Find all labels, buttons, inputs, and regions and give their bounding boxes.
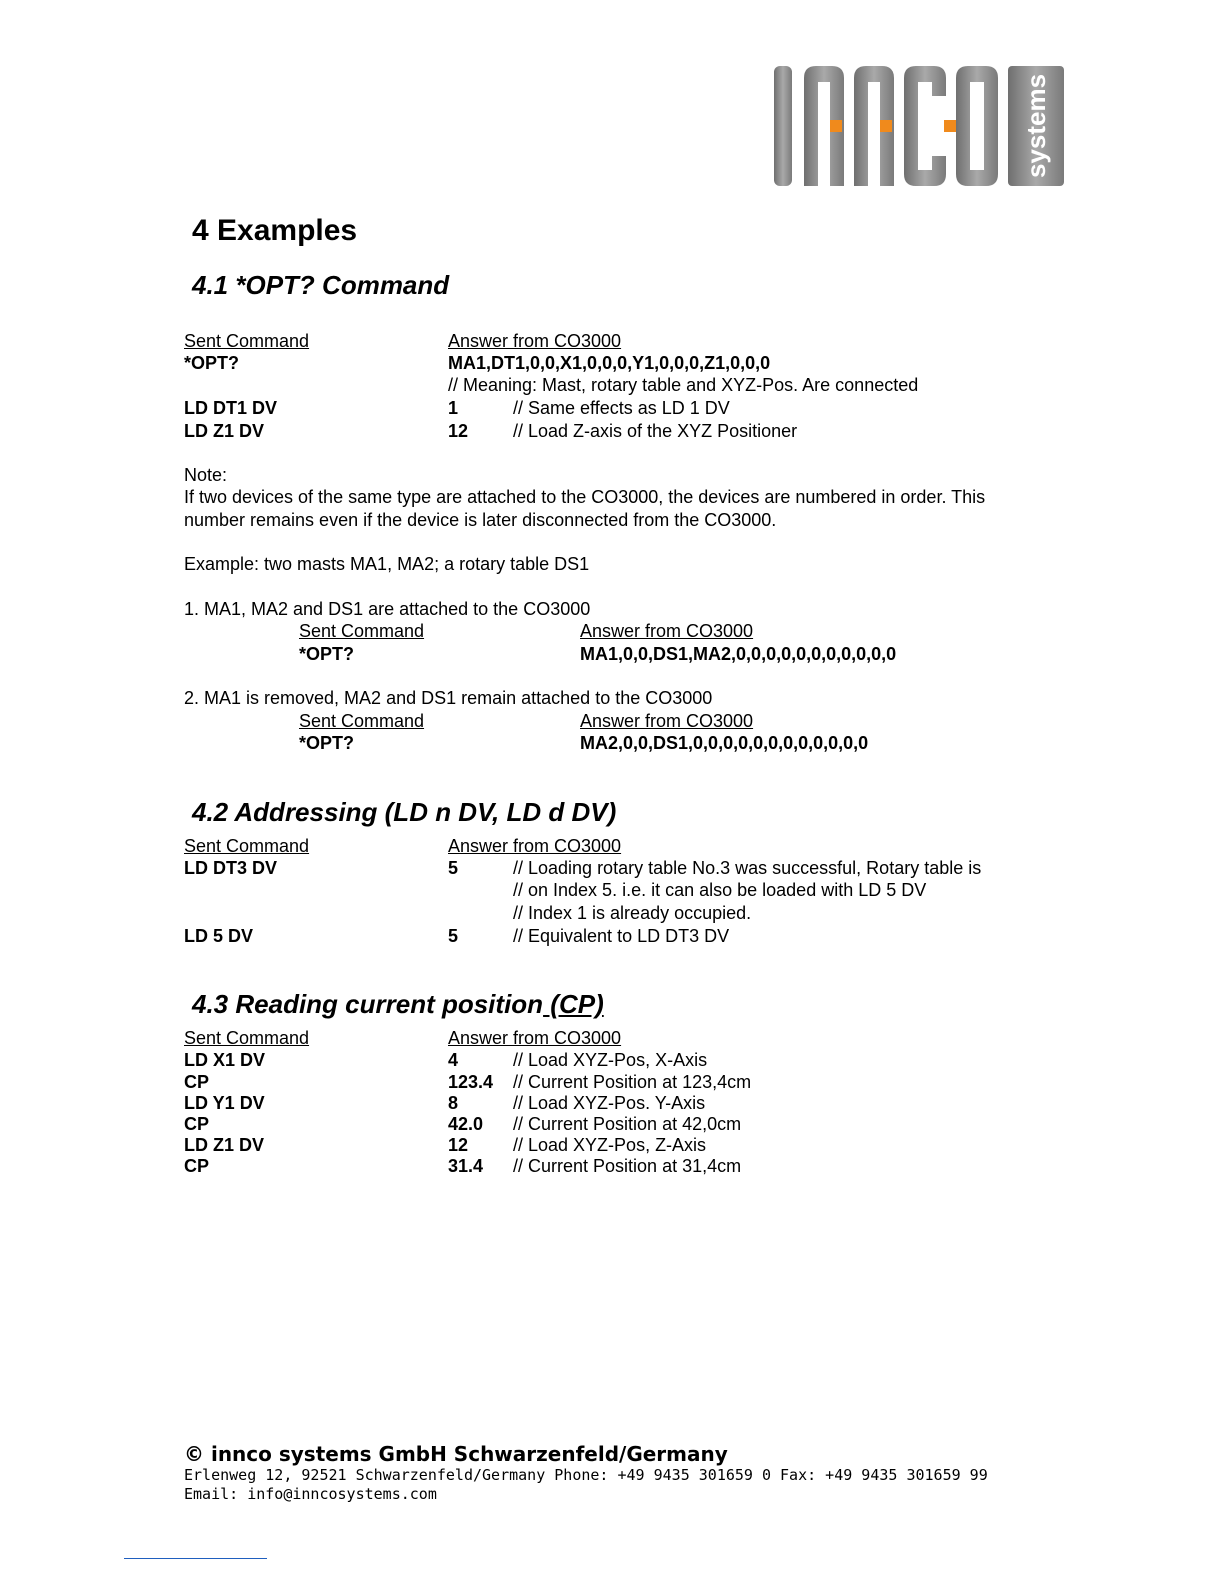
answer-cell: 123.4 (448, 1072, 494, 1092)
answer-cell: MA1,0,0,DS1,MA2,0,0,0,0,0,0,0,0,0,0,0 (580, 644, 897, 664)
logo-side-text: systems (1021, 73, 1051, 179)
answer-cell: 4 (448, 1050, 459, 1070)
answer-label: Answer from CO3000 (580, 711, 754, 731)
command-cell: LD Z1 DV (184, 1135, 265, 1155)
heading-cp-text: (CP) (543, 989, 604, 1019)
answer-cell: 5 (448, 926, 459, 946)
command-cell: *OPT? (299, 733, 355, 753)
command-cell: LD 5 DV (184, 926, 254, 946)
command-cell: LD Z1 DV (184, 421, 265, 441)
sent-command-label: Sent Command (184, 1028, 310, 1048)
answer-cell: 12 (448, 1135, 469, 1155)
answer-label: Answer from CO3000 (580, 621, 754, 641)
answer-cell: 42.0 (448, 1114, 484, 1134)
answer-cell: MA2,0,0,DS1,0,0,0,0,0,0,0,0,0,0,0,0 (580, 733, 869, 753)
answer-cell: 31.4 (448, 1156, 484, 1176)
command-cell: CP (184, 1156, 210, 1176)
note-text-line: If two devices of the same type are attached to the CO3000, the devices are numbered in order. This (184, 487, 986, 507)
footer-address: Erlenweg 12, 92521 Schwarzenfeld/Germany Phone: +49 9435 301659 0 Fax: +49 9435 301659 99 (184, 1466, 988, 1484)
comment-cell: // Load XYZ-Pos. Y-Axis (513, 1093, 706, 1113)
heading-text: 4.3 Reading current position (192, 989, 544, 1019)
answer-cell: MA1,DT1,0,0,X1,0,0,0,Y1,0,0,0,Z1,0,0,0 (448, 353, 771, 373)
comment-cell: // Load Z-axis of the XYZ Positioner (513, 421, 798, 441)
command-cell: CP (184, 1072, 210, 1092)
comment-cell: // on Index 5. i.e. it can also be loaded with LD 5 DV (513, 880, 927, 900)
answer-cell: 5 (448, 858, 459, 878)
comment-cell: // Loading rotary table No.3 was successful, Rotary table is (513, 858, 982, 878)
comment-cell: // Current Position at 31,4cm (513, 1156, 742, 1176)
command-cell: LD Y1 DV (184, 1093, 265, 1113)
command-cell: CP (184, 1114, 210, 1134)
command-cell: *OPT? (299, 644, 355, 664)
answer-cell: 1 (448, 398, 459, 418)
innco-systems-logo (770, 62, 1070, 192)
heading-reading-position (192, 989, 604, 1020)
answer-cell: 8 (448, 1093, 459, 1113)
example-text: Example: two masts MA1, MA2; a rotary table DS1 (184, 554, 590, 574)
comment-cell: // Meaning: Mast, rotary table and XYZ-Pos. Are connected (448, 375, 919, 395)
comment-cell: // Equivalent to LD DT3 DV (513, 926, 730, 946)
command-cell: LD DT1 DV (184, 398, 278, 418)
heading-examples: 4 Examples (192, 214, 358, 247)
sent-command-label: Sent Command (184, 331, 310, 351)
footer-divider (124, 1558, 267, 1559)
comment-cell: // Current Position at 123,4cm (513, 1072, 752, 1092)
comment-cell: // Load XYZ-Pos, X-Axis (513, 1050, 708, 1070)
comment-cell: // Current Position at 42,0cm (513, 1114, 742, 1134)
heading-opt-command: 4.1 *OPT? Command (192, 270, 450, 300)
footer-email: Email: info@inncosystems.com (184, 1485, 437, 1503)
comment-cell: // Same effects as LD 1 DV (513, 398, 730, 418)
answer-label: Answer from CO3000 (448, 1028, 622, 1048)
command-cell: LD X1 DV (184, 1050, 266, 1070)
answer-cell: 12 (448, 421, 469, 441)
heading-addressing: 4.2 Addressing (LD n DV, LD d DV) (192, 797, 617, 827)
comment-cell: // Index 1 is already occupied. (513, 903, 752, 923)
answer-label: Answer from CO3000 (448, 331, 622, 351)
comment-cell: // Load XYZ-Pos, Z-Axis (513, 1135, 707, 1155)
sent-command-label: Sent Command (299, 621, 425, 641)
sent-command-label: Sent Command (299, 711, 425, 731)
answer-label: Answer from CO3000 (448, 836, 622, 856)
note-text-line: number remains even if the device is later disconnected from the CO3000. (184, 510, 777, 530)
sent-command-label: Sent Command (184, 836, 310, 856)
command-cell: *OPT? (184, 353, 240, 373)
note-label: Note: (184, 465, 228, 485)
command-cell: LD DT3 DV (184, 858, 278, 878)
case-2-title: 2. MA1 is removed, MA2 and DS1 remain attached to the CO3000 (184, 688, 713, 708)
case-1-title: 1. MA1, MA2 and DS1 are attached to the CO3000 (184, 599, 591, 619)
footer-company: © innco systems GmbH Schwarzenfeld/Germany (184, 1442, 728, 1466)
